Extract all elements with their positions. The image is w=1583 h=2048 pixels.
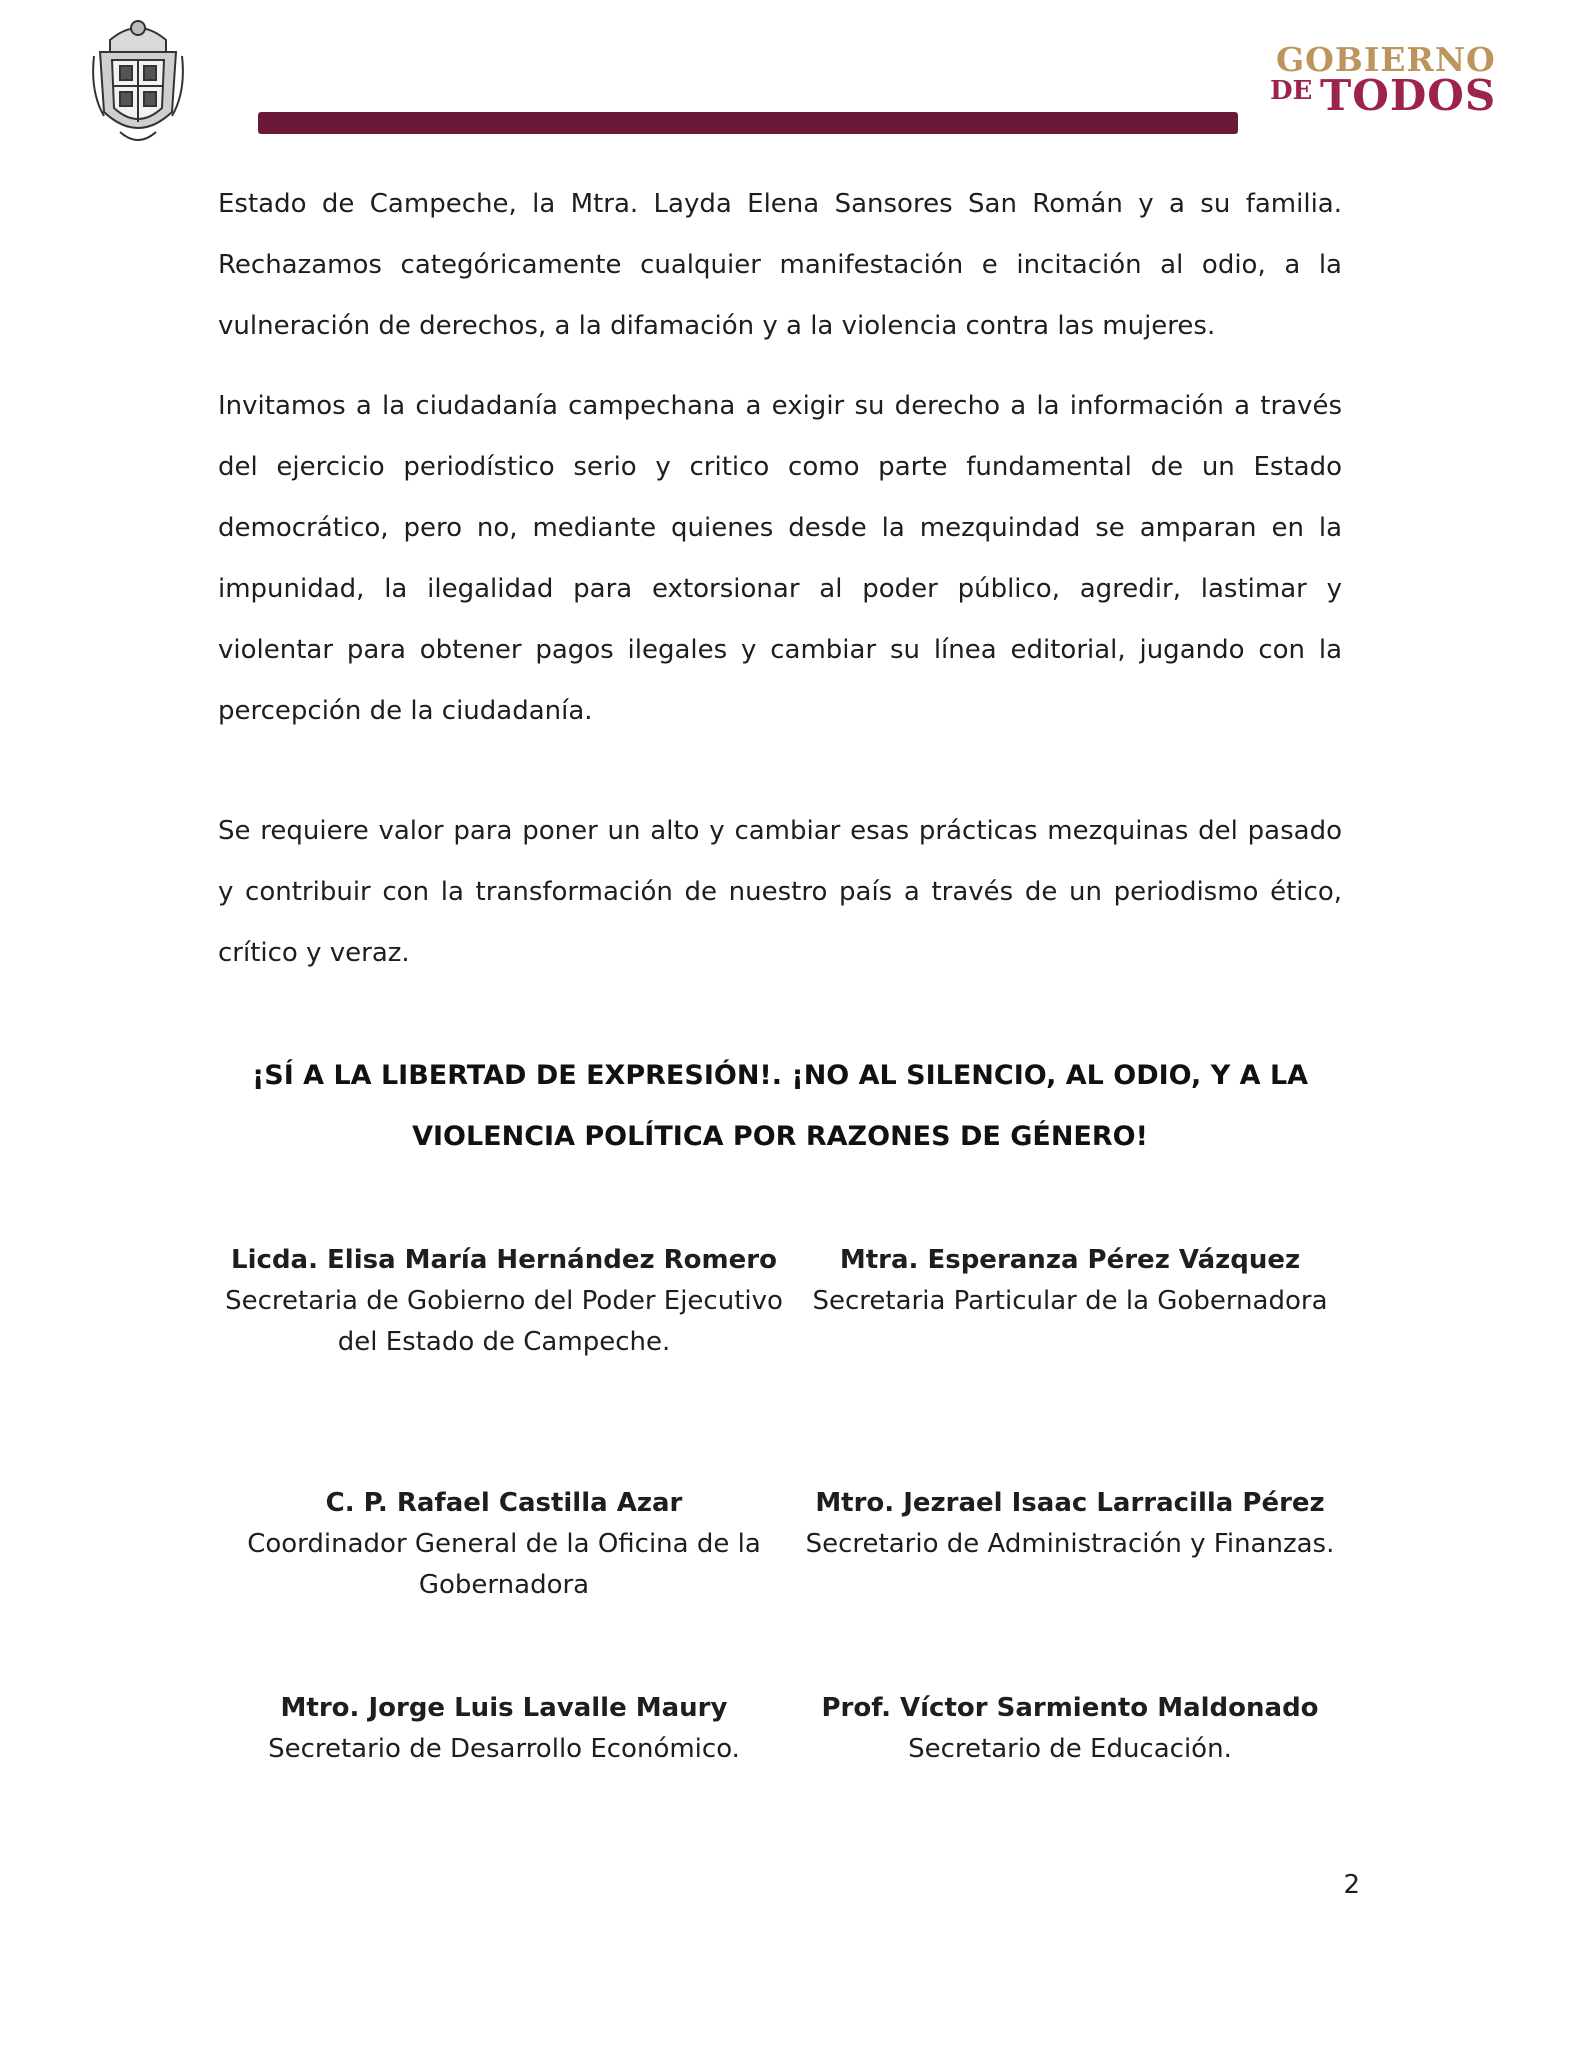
signatory-1 <box>224 1240 784 1363</box>
signatory-2 <box>790 1240 1350 1322</box>
header-bar <box>258 112 1238 134</box>
signatory-name: Licda. Elisa María Hernández Romero <box>231 1245 777 1275</box>
body-paragraph-3: Se requiere valor para poner un alto y cambiar esas prácticas mezquinas del pasado y contribuir con la transformación de nuestro país a través de un periodismo ético, crítico y veraz. <box>218 816 1342 968</box>
logo-line-2b: TODOS <box>1320 71 1497 120</box>
logo-line-2a: DE <box>1270 76 1313 106</box>
signatory-role: Secretario de Desarrollo Económico. <box>268 1734 740 1764</box>
signatory-role: Secretario de Educación. <box>908 1734 1232 1764</box>
signatory-name: C. P. Rafael Castilla Azar <box>325 1488 683 1518</box>
signatory-role: Coordinador General de la Oficina de la Gobernadora <box>247 1529 761 1600</box>
body-paragraph-1: Estado de Campeche, la Mtra. Layda Elena Sansores San Román y a su familia. Rechazamos categóricamente cualquier manifestación e incitación al odio, a la vulneración de derechos, a la difamación y a la violencia contra las mujeres. <box>218 189 1342 341</box>
signatory-5 <box>224 1688 784 1770</box>
signatory-name: Mtra. Esperanza Pérez Vázquez <box>839 1245 1301 1275</box>
body-paragraph-2: Invitamos a la ciudadanía campechana a exigir su derecho a la información a través del ejercicio periodístico serio y critico como parte fundamental de un Estado democrático, pero no, mediante quienes desde la mezquindad se amparan en la impunidad, la ilegalidad para extorsionar al poder público, agredir, lastimar y violentar para obtener pagos ilegales y cambiar su línea editorial, jugando con la percepción de la ciudadanía. <box>218 391 1342 726</box>
signatory-role: Secretaria Particular de la Gobernadora <box>812 1286 1328 1316</box>
coat-of-arms-icon <box>90 12 186 150</box>
signatory-role: Secretario de Administración y Finanzas. <box>805 1529 1335 1559</box>
slogan: ¡SÍ A LA LIBERTAD DE EXPRESIÓN!. ¡NO AL SILENCIO, AL ODIO, Y A LA VIOLENCIA POLÍTICA POR RAZONES DE GÉNERO! <box>251 1060 1309 1152</box>
gobierno-de-todos-logo <box>1270 40 1510 130</box>
logo-line-1: GOBIERNO <box>1276 40 1496 79</box>
signatory-role: Secretaria de Gobierno del Poder Ejecutivo del Estado de Campeche. <box>225 1286 783 1357</box>
signatory-4 <box>790 1483 1350 1565</box>
signatory-name: Mtro. Jorge Luis Lavalle Maury <box>280 1693 728 1723</box>
signatory-name: Prof. Víctor Sarmiento Maldonado <box>821 1693 1319 1723</box>
signatory-3 <box>224 1483 784 1606</box>
page-number: 2 <box>1343 1870 1360 1900</box>
signatory-name: Mtro. Jezrael Isaac Larracilla Pérez <box>815 1488 1325 1518</box>
signatory-6 <box>790 1688 1350 1770</box>
